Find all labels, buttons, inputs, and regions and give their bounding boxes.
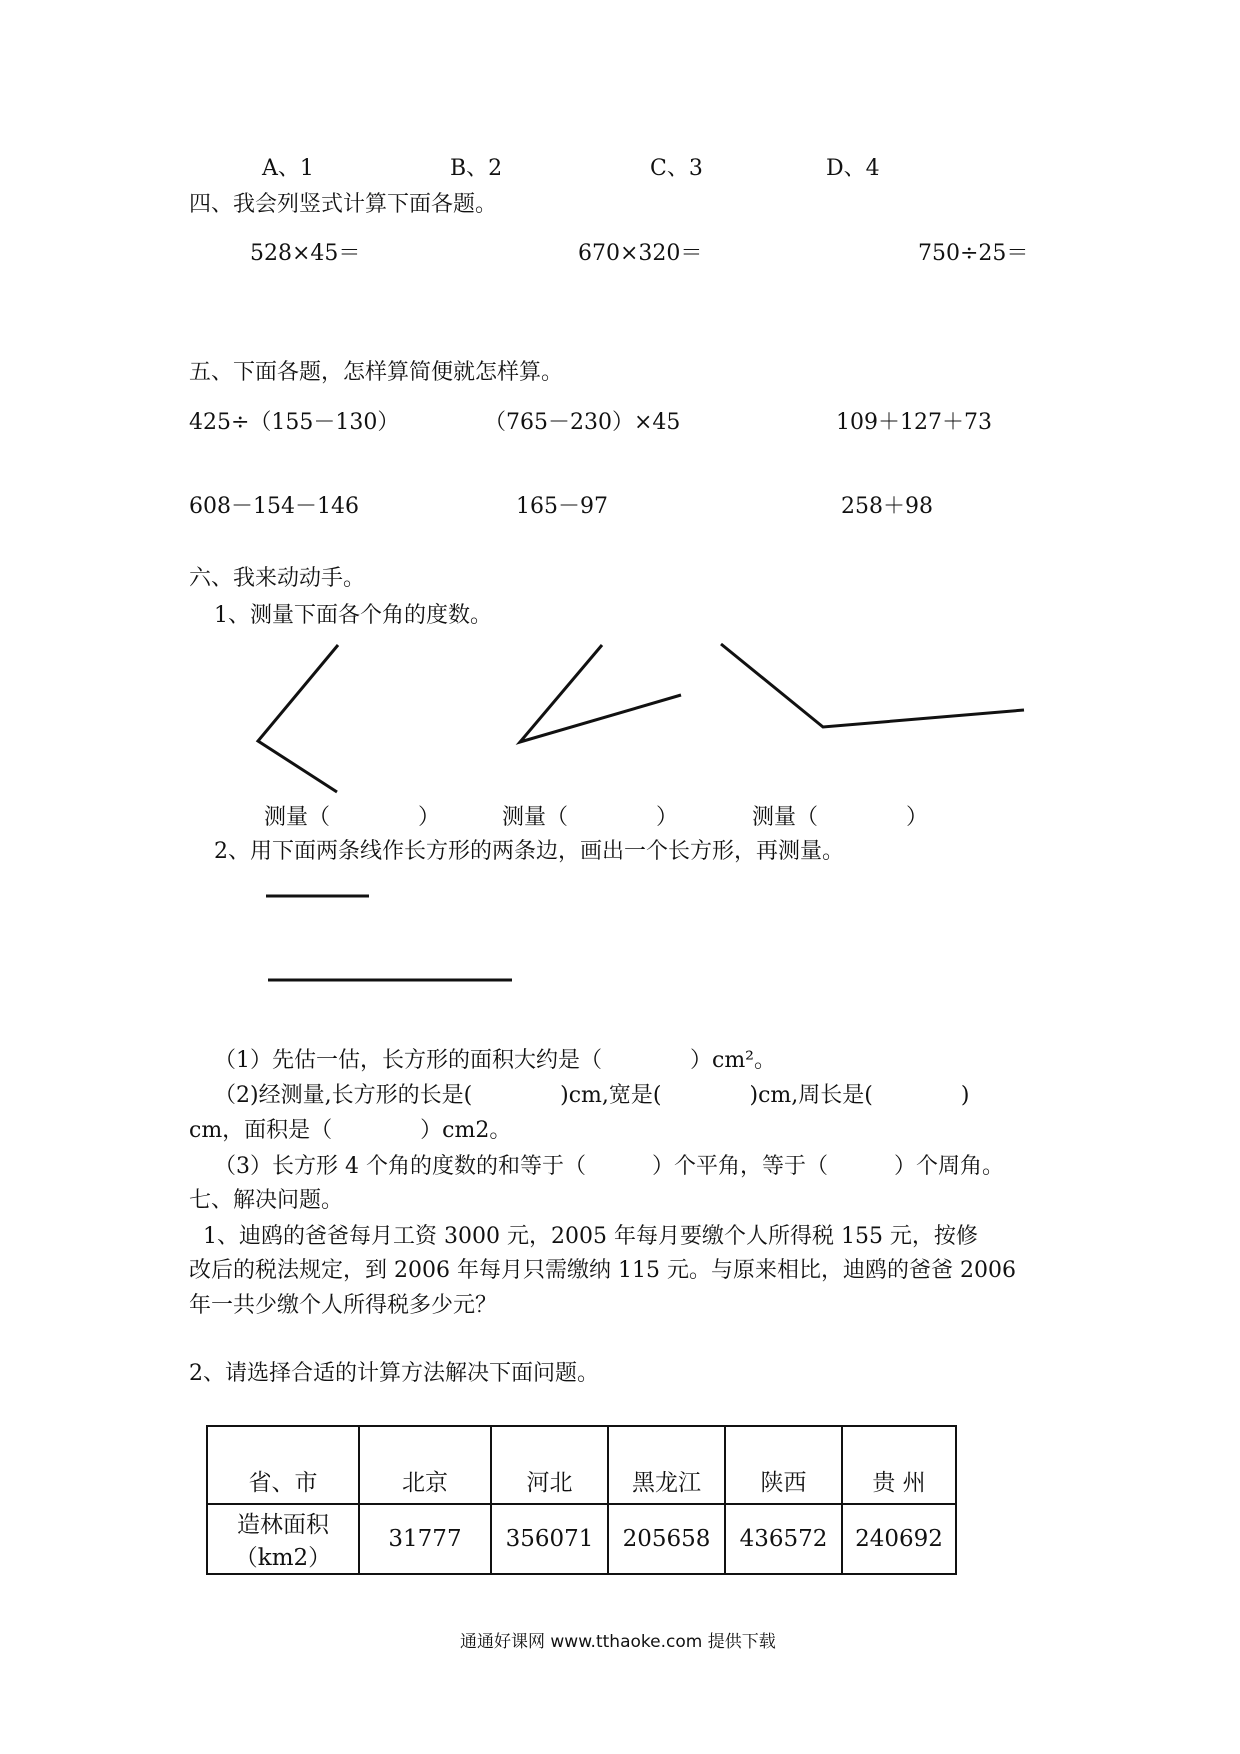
page-footer: 通通好课网 www.tthaoke.com 提供下载 (460, 1632, 776, 1652)
table-cell: 356071 (491, 1504, 608, 1574)
section7-q1-line-2: 改后的税法规定，到 2006 年每月只需缴纳 115 元。与原来相比，迪鸥的爸爸 2006 (189, 1258, 1016, 1283)
table-header-cell: 陕西 (725, 1426, 842, 1504)
measure-blank-2[interactable]: 测量（ ） (502, 805, 679, 830)
section5-problem-1: 425÷（155－130） (189, 410, 400, 435)
choice-b: B、2 (450, 156, 503, 181)
section4-problem-1: 528×45＝ (250, 241, 361, 266)
angle-1 (258, 645, 338, 792)
section7-q2: 2、请选择合适的计算方法解决下面问题。 (189, 1361, 599, 1386)
section5-problem-4: 608－154－146 (189, 494, 359, 519)
section6-sub1: （1）先估一估，长方形的面积大约是（ ）cm²。 (214, 1048, 777, 1073)
section6-q2: 2、用下面两条线作长方形的两条边，画出一个长方形，再测量。 (214, 839, 844, 864)
table-header-cell: 北京 (359, 1426, 491, 1504)
table-cell: 240692 (842, 1504, 956, 1574)
section4-problem-3: 750÷25＝ (918, 241, 1029, 266)
measure-blank-3[interactable]: 测量（ ） (752, 805, 929, 830)
section4-title: 四、我会列竖式计算下面各题。 (189, 192, 498, 217)
section6-sub2b: cm，面积是（ ）cm2。 (189, 1118, 512, 1143)
table-cell: 205658 (608, 1504, 725, 1574)
section6-sub2: （2)经测量,长方形的长是( )cm,宽是( )cm,周长是( ) (214, 1083, 970, 1108)
angle-2 (520, 645, 681, 742)
table-header-cell: 黑龙江 (608, 1426, 725, 1504)
section5-problem-6: 258＋98 (841, 494, 933, 519)
section5-title: 五、下面各题，怎样算简便就怎样算。 (189, 360, 564, 385)
choice-c: C、3 (650, 156, 703, 181)
section7-title: 七、解决问题。 (189, 1188, 344, 1213)
choice-a: A、1 (262, 156, 314, 181)
section5-problem-2: （765－230）×45 (484, 410, 681, 435)
table-row-label (207, 1504, 359, 1574)
section4-problem-2: 670×320＝ (578, 241, 703, 266)
table-cell: 436572 (725, 1504, 842, 1574)
measure-blank-1[interactable]: 测量（ ） (264, 805, 441, 830)
row-label-line-2: （km2） (234, 1545, 332, 1571)
afforestation-table (206, 1425, 957, 1575)
table-cell: 31777 (359, 1504, 491, 1574)
section6-q1: 1、测量下面各个角的度数。 (214, 603, 492, 628)
table-header-cell: 省、市 (207, 1426, 359, 1504)
table-header-cell: 河北 (491, 1426, 608, 1504)
section6-sub3: （3）长方形 4 个角的度数的和等于（ ）个平角，等于（ ）个周角。 (214, 1154, 1004, 1179)
row-label-line-1: 造林面积 (237, 1512, 329, 1538)
table-header-cell: 贵 州 (842, 1426, 956, 1504)
section7-q1-line-3: 年一共少缴个人所得税多少元？ (189, 1293, 498, 1318)
section6-title: 六、我来动动手。 (189, 566, 366, 591)
angle-3 (721, 644, 1024, 727)
section5-problem-3: 109＋127＋73 (836, 410, 992, 435)
section5-problem-5: 165－97 (516, 494, 608, 519)
choice-d: D、4 (826, 156, 880, 181)
section7-q1-line-1: 1、迪鸥的爸爸每月工资 3000 元，2005 年每月要缴个人所得税 155 元，按修 (203, 1224, 978, 1249)
